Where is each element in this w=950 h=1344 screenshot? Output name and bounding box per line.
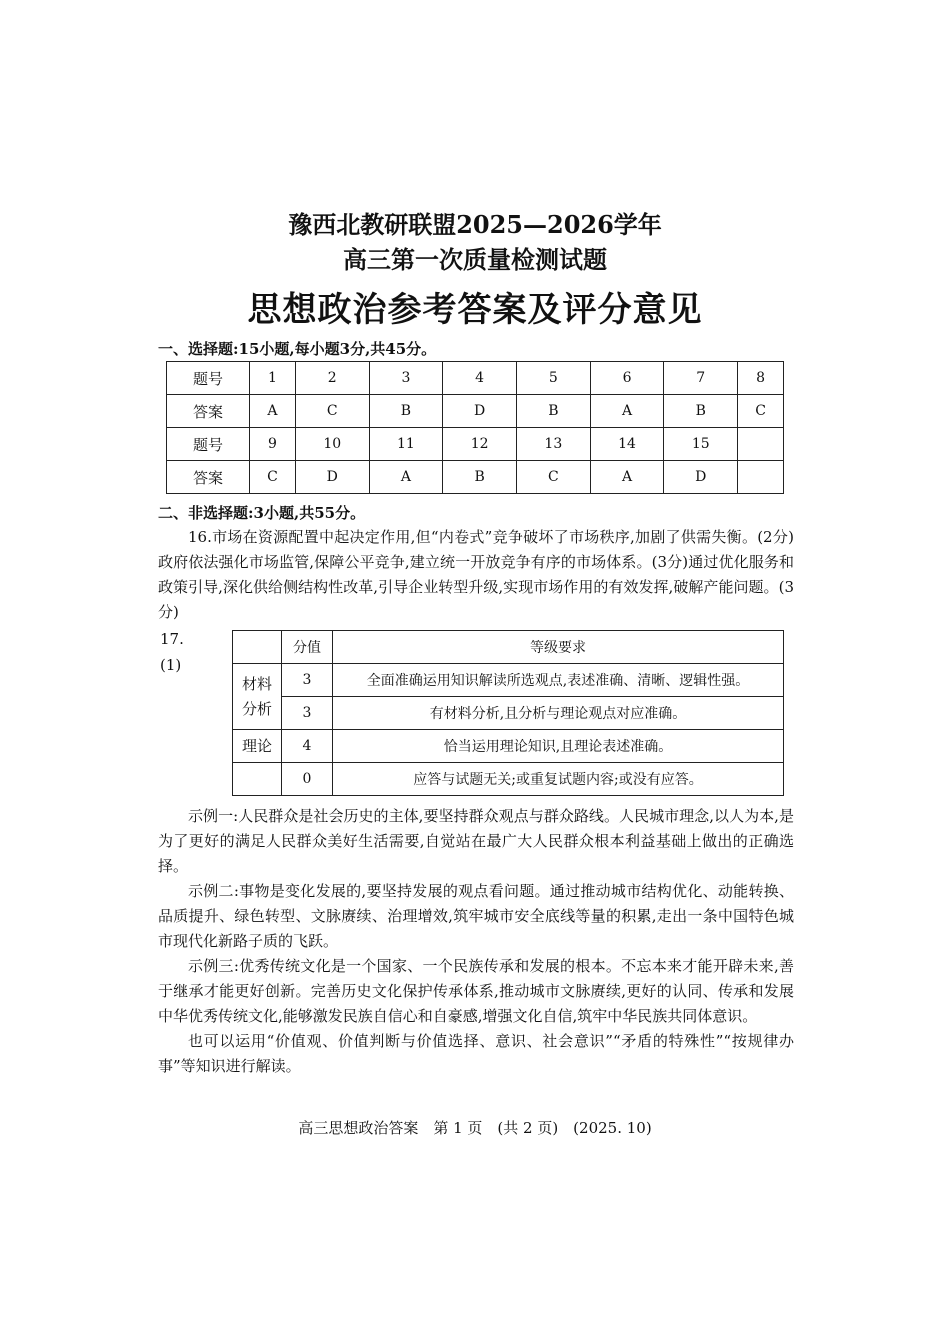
table-cell: 全面准确运用知识解读所选观点,表述准确、清晰、逻辑性强。 <box>333 664 784 697</box>
table-cell: C <box>295 395 369 428</box>
table-cell: 题号 <box>167 362 250 395</box>
table-cell: 7 <box>664 362 738 395</box>
section-heading-choice: 一、选择题:15小题,每小题3分,共45分。 <box>158 340 437 358</box>
table-cell: B <box>369 395 443 428</box>
example-two: 示例二:事物是变化发展的,要坚持发展的观点看问题。通过推动城市结构优化、动能转换、品质提升、绿色转型、文脉赓续、治理增效,筑牢城市安全底线等量的积累,走出一条中国特色城市现代化新路子质的飞跃。 <box>158 882 794 950</box>
table-cell <box>738 461 784 494</box>
table-cell: 10 <box>295 428 369 461</box>
table-cell: 应答与试题无关;或重复试题内容;或没有应答。 <box>333 763 784 796</box>
table-cell: 6 <box>590 362 664 395</box>
table-cell: B <box>664 395 738 428</box>
table-cell: C <box>738 395 784 428</box>
table-cell: 0 <box>282 763 333 796</box>
table-cell: 2 <box>295 362 369 395</box>
table-cell: B <box>516 395 590 428</box>
table-cell: 4 <box>282 730 333 763</box>
table-cell: 等级要求 <box>333 631 784 664</box>
answer-paragraph: 16.市场在资源配置中起决定作用,但“内卷式”竞争破坏了市场秩序,加剧了供需失衡。(2分)政府依法强化市场监管,保障公平竞争,建立统一开放竞争有序的市场体系。(3分)通过优化服务和政策引导,深化供给侧结构性改革,引导企业转型升级,实现市场作用的有效发挥,破解产能问题。(3分) <box>158 528 794 621</box>
table-row <box>233 730 784 763</box>
table-cell: B <box>443 461 517 494</box>
table-cell: 11 <box>369 428 443 461</box>
question-17-examples <box>158 804 794 1079</box>
table-cell: 13 <box>516 428 590 461</box>
page-footer: 高三思想政治答案 第 1 页 (共 2 页) (2025. 10) <box>298 1119 652 1137</box>
table-cell: A <box>250 395 296 428</box>
table-cell: 3 <box>282 664 333 697</box>
table-cell: 材料分析 <box>233 664 282 730</box>
table-cell: 5 <box>516 362 590 395</box>
example-one: 示例一:人民群众是社会历史的主体,要坚持群众观点与群众路线。人民城市理念,以人为本,是为了更好的满足人民群众美好生活需要,自觉站在最广大人民群众根本利益基础上做出的正确选择。 <box>158 807 794 875</box>
table-cell: 1 <box>250 362 296 395</box>
table-cell: A <box>590 461 664 494</box>
question-17-subpart: (1) <box>160 656 182 674</box>
question-17-number: 17. <box>160 630 184 648</box>
table-cell: 答案 <box>167 461 250 494</box>
example-three: 示例三:优秀传统文化是一个国家、一个民族传承和发展的根本。不忘本来才能开辟未来,善于继承才能更好创新。完善历史文化保护传承体系,推动城市文脉赓续,更好的认同、传承和发展中华优秀传统文化,能够激发民族自信心和自豪感,增强文化自信,筑牢中华民族共同体意识。 <box>158 957 794 1025</box>
grading-rubric-table <box>232 630 784 796</box>
table-cell: 15 <box>664 428 738 461</box>
table-cell: 答案 <box>167 395 250 428</box>
table-row <box>233 631 784 664</box>
exam-union-title: 豫西北教研联盟2025—2026学年 <box>288 210 662 239</box>
question-16-answer <box>158 525 794 625</box>
table-cell: 理论 <box>233 730 282 763</box>
table-cell: 题号 <box>167 428 250 461</box>
table-row <box>233 697 784 730</box>
table-cell: 12 <box>443 428 517 461</box>
table-row <box>233 763 784 796</box>
table-cell: A <box>369 461 443 494</box>
table-row <box>167 428 784 461</box>
document-title: 思想政治参考答案及评分意见 <box>247 290 703 330</box>
alternative-note: 也可以运用“价值观、价值判断与价值选择、意识、社会意识”“矛盾的特殊性”“按规律办事”等知识进行解读。 <box>158 1032 794 1075</box>
table-cell <box>233 763 282 796</box>
table-cell: 9 <box>250 428 296 461</box>
table-row <box>233 664 784 697</box>
table-cell: 分值 <box>282 631 333 664</box>
section-heading-nonchoice: 二、非选择题:3小题,共55分。 <box>158 504 366 522</box>
table-cell: 3 <box>282 697 333 730</box>
table-row <box>167 395 784 428</box>
table-row <box>167 461 784 494</box>
table-cell: 4 <box>443 362 517 395</box>
table-cell: D <box>295 461 369 494</box>
table-cell: 恰当运用理论知识,且理论表述准确。 <box>333 730 784 763</box>
exam-name-title: 高三第一次质量检测试题 <box>343 245 607 274</box>
table-cell: 14 <box>590 428 664 461</box>
table-cell: 3 <box>369 362 443 395</box>
table-cell: D <box>443 395 517 428</box>
table-cell: 8 <box>738 362 784 395</box>
table-cell: D <box>664 461 738 494</box>
table-cell: C <box>250 461 296 494</box>
choice-answer-table <box>166 361 784 494</box>
table-cell: 有材料分析,且分析与理论观点对应准确。 <box>333 697 784 730</box>
table-cell: C <box>516 461 590 494</box>
table-row <box>167 362 784 395</box>
table-cell <box>233 631 282 664</box>
table-cell: A <box>590 395 664 428</box>
table-cell <box>738 428 784 461</box>
